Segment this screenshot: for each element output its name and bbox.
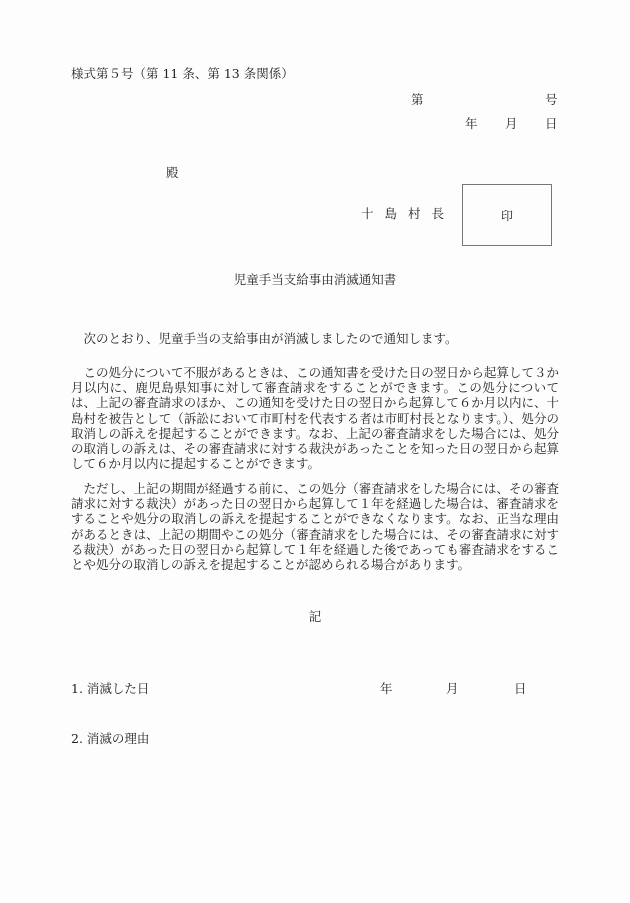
lead-text: 次のとおり、児童手当の支給事由が消滅しましたので通知します。: [83, 331, 458, 346]
item-extinction-date-year: 年: [380, 681, 393, 696]
seal-box: [462, 184, 552, 246]
item-extinction-date-label: 1. 消滅した日: [71, 681, 150, 696]
form-number: 様式第５号（第 11 条、第 13 条関係）: [71, 66, 294, 81]
item-extinction-reason-label: 2. 消滅の理由: [71, 731, 150, 746]
issue-date-year: 年: [465, 116, 478, 131]
document-title: 児童手当支給事由消滅通知書: [233, 272, 397, 287]
seal-label: 印: [500, 208, 513, 223]
issue-number-suffix: 号: [545, 92, 558, 107]
addressee-honorific: 殿: [166, 165, 179, 180]
appeal-paragraph-2: ただし、上記の期間が経過する前に、この処分（審査請求をした場合には、その審査請求に対する裁決）があった日の翌日から起算して１年を経過した場合は、審査請求をすることや処分の取消しの訴えを提起することができなくなります。なお、正当な理由があるときは、上記の期間やこの処分（審査請求をした場合には、その審査請求に対する裁決）があった日の翌日から起算して１年を経過した後であっても審査請求をすることや処分の取消しの訴えを提起することが認められる場合があります。: [71, 481, 559, 573]
issuer-title: 十島村長: [361, 206, 456, 221]
ki-heading: 記: [308, 609, 322, 624]
item-extinction-date-day: 日: [514, 681, 527, 696]
appeal-paragraph-1: この処分について不服があるときは、この通知書を受けた日の翌日から起算して３か月以内に、鹿児島県知事に対して審査請求をすることができます。この処分については、上記の審査請求のほか、この通知を受けた日の翌日から起算して６か月以内に、十島村を被告として（訴訟において市町村を代表する者は市町村長となります。）、処分の取消しの訴えを提起することができます。なお、上記の審査請求をした場合には、処分の取消しの訴えは、その審査請求に対する裁決があったことを知った日の翌日から起算して６か月以内に提起することができます。: [71, 365, 559, 472]
issue-date-day: 日: [545, 116, 558, 131]
item-extinction-date-month: 月: [446, 681, 459, 696]
issue-number-prefix: 第: [411, 92, 424, 107]
issue-date-month: 月: [505, 116, 518, 131]
